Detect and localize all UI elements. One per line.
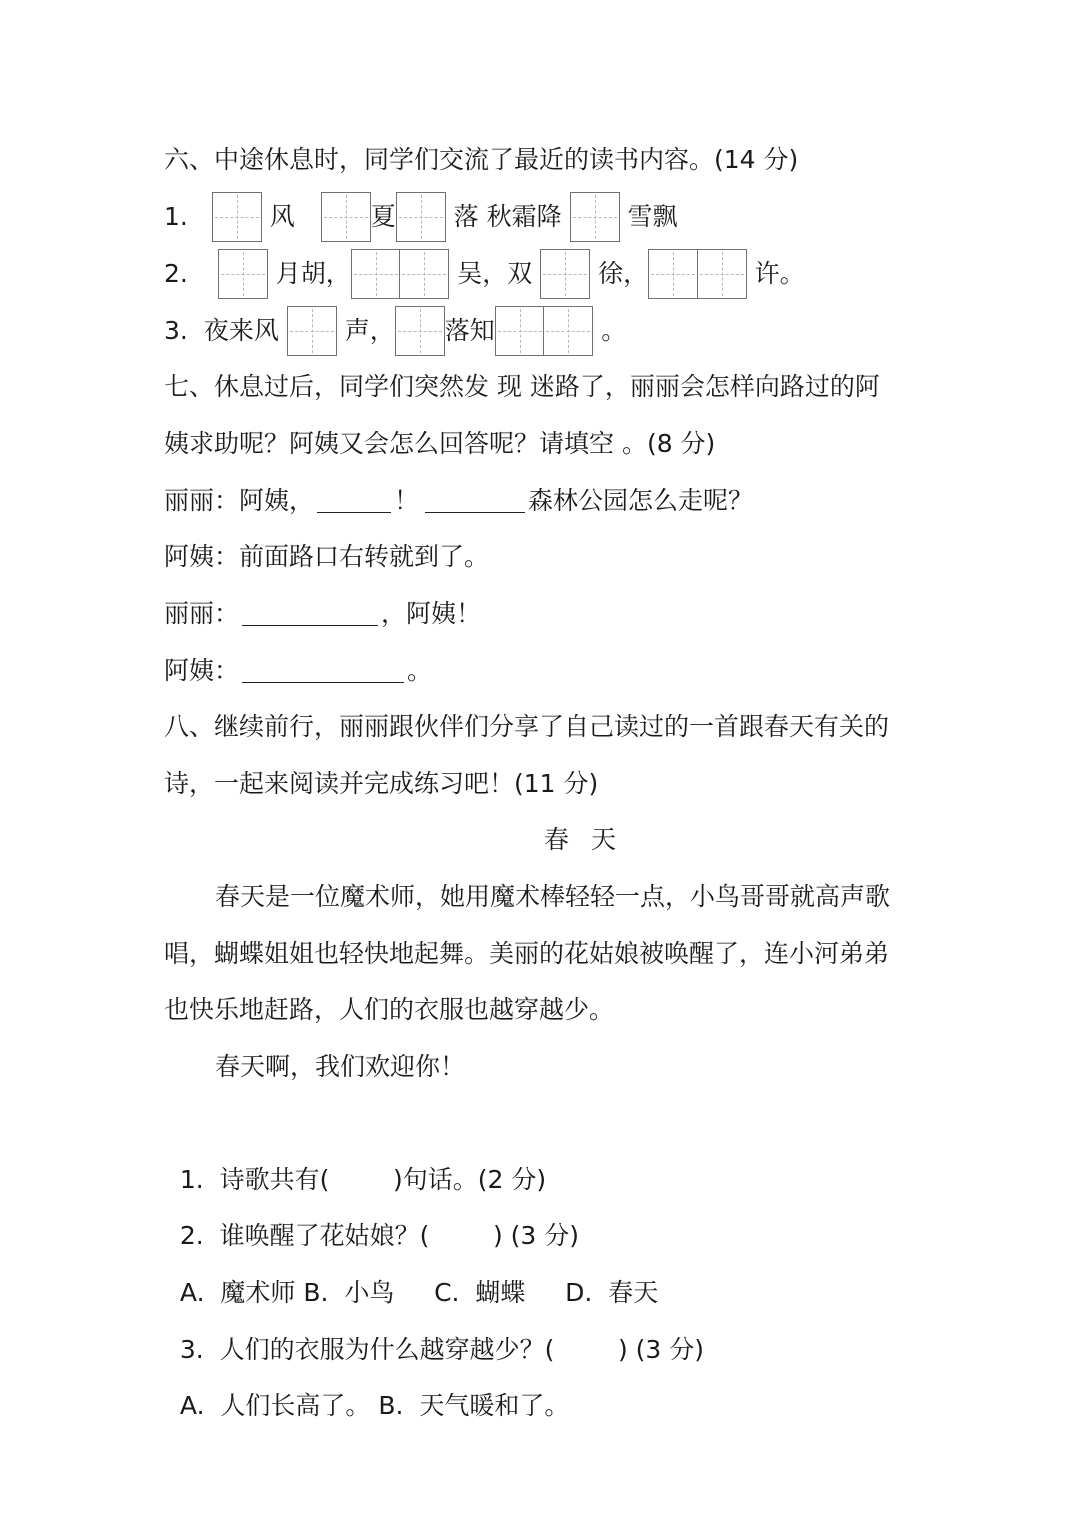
q8-2-options-text: A. 魔术师 B. 小鸟 C. 蝴蝶 D. 春天 <box>179 1278 659 1307</box>
q6-2-text-3: 徐， <box>598 259 649 288</box>
dialogue-4-speaker: 阿姨： <box>164 656 240 685</box>
poem-line-4: 春天啊，我们欢迎你！ <box>215 1052 466 1081</box>
dialogue-3-speaker: 丽丽： <box>164 599 240 628</box>
q6-1-number: 1. <box>164 202 188 231</box>
poem-paragraph-line-1 <box>164 868 890 924</box>
dialogue-4-end: 。 <box>407 656 433 685</box>
section-8-heading-text-1: 八、继续前行，丽丽跟伙伴们分享了自己读过的一首跟春天有关的 <box>164 712 890 741</box>
answer-box[interactable] <box>540 249 590 299</box>
answer-box[interactable] <box>212 192 262 242</box>
dialogue-1-end: 森林公园怎么走呢？ <box>528 486 754 515</box>
fill-in-blank[interactable] <box>317 490 391 513</box>
q8-1-text: 1. 诗歌共有( )句话。(2 分) <box>179 1165 547 1194</box>
answer-box[interactable] <box>351 249 401 299</box>
q6-3-text-3: 。 <box>601 316 627 345</box>
q6-2-text-4: 许。 <box>754 259 805 288</box>
q6-2-text-2: 吴，双 <box>457 259 533 288</box>
section-7-heading-line-2 <box>164 415 715 471</box>
q6-2-number: 2. <box>164 259 188 288</box>
section-8-heading-line-2 <box>164 755 598 811</box>
answer-box[interactable] <box>395 306 445 356</box>
poem-paragraph-line-4 <box>164 1038 465 1094</box>
q6-3-text-2: 落知 <box>444 316 495 345</box>
q6-2-text-1: 月胡， <box>275 259 351 288</box>
poem-line-3: 也快乐地赶路，人们的衣服也越穿越少。 <box>164 995 615 1024</box>
question-8-2-options <box>164 1208 659 1307</box>
section-7-heading-line-1 <box>164 358 880 414</box>
section-8-heading-text-2: 诗，一起来阅读并完成练习吧！(11 分) <box>164 769 599 798</box>
question-8-3-options <box>164 1321 570 1420</box>
answer-box[interactable] <box>399 249 449 299</box>
dialogue-line-2 <box>164 528 489 584</box>
question-6-3 <box>164 302 626 358</box>
dialogue-line-1 <box>164 472 753 528</box>
section-8-heading-line-1 <box>164 698 889 754</box>
q6-1-text-4: 雪飘 <box>627 202 678 231</box>
answer-box[interactable] <box>697 249 747 299</box>
answer-box[interactable] <box>543 306 593 356</box>
q6-3-text-0: 夜来风 <box>203 316 279 345</box>
poem-paragraph-line-3 <box>164 981 614 1037</box>
answer-box[interactable] <box>648 249 698 299</box>
dialogue-line-3 <box>164 585 481 641</box>
answer-box[interactable] <box>218 249 268 299</box>
dialogue-2-text: 阿姨：前面路口右转就到了。 <box>164 542 490 571</box>
question-6-2 <box>164 245 805 301</box>
answer-box[interactable] <box>495 306 545 356</box>
q6-3-text-1: 声， <box>344 316 395 345</box>
poem-title: 春天 <box>544 825 639 854</box>
q6-3-number: 3. <box>164 316 188 345</box>
question-8-2 <box>164 1151 580 1250</box>
answer-box[interactable] <box>396 192 446 242</box>
poem-line-1: 春天是一位魔术师，她用魔术棒轻轻一点，小鸟哥哥就高声歌 <box>215 882 891 911</box>
section-7-heading-text-1: 七、休息过后，同学们突然发 现 迷路了，丽丽会怎样向路过的阿 <box>164 372 880 401</box>
section-6-heading <box>164 131 798 187</box>
dialogue-3-end: ，阿姨！ <box>381 599 482 628</box>
answer-box[interactable] <box>570 192 620 242</box>
fill-in-blank[interactable] <box>242 660 404 683</box>
q8-3-text: 3. 人们的衣服为什么越穿越少？( ) (3 分) <box>179 1335 705 1364</box>
answer-box[interactable] <box>321 192 371 242</box>
q6-1-text-1: 风 <box>269 202 295 231</box>
answer-box[interactable] <box>287 306 337 356</box>
question-8-3 <box>164 1265 705 1364</box>
poem-line-2: 唱，蝴蝶姐姐也轻快地起舞。美丽的花姑娘被唤醒了，连小河弟弟 <box>164 939 890 968</box>
q8-2-text: 2. 谁唤醒了花姑娘？( ) (3 分) <box>179 1221 580 1250</box>
question-6-1 <box>164 188 678 244</box>
poem-paragraph-line-2 <box>164 925 889 981</box>
fill-in-blank[interactable] <box>425 490 525 513</box>
fill-in-blank[interactable] <box>242 603 378 626</box>
dialogue-1-mid: ！ <box>394 486 420 515</box>
dialogue-1-speaker: 丽丽：阿姨， <box>164 486 315 515</box>
question-8-1 <box>164 1095 547 1194</box>
section-7-heading-text-2: 姨求助呢？阿姨又会怎么回答呢？请填空 。(8 分) <box>164 429 716 458</box>
q6-1-text-2: 夏 <box>370 202 396 231</box>
dialogue-line-4 <box>164 642 432 698</box>
q6-1-text-3: 落 秋霜降 <box>453 202 562 231</box>
section-6-heading-text: 六、中途休息时，同学们交流了最近的读书内容。(14 分) <box>164 145 799 174</box>
q8-3-options-text: A. 人们长高了。 B. 天气暖和了。 <box>179 1391 570 1420</box>
